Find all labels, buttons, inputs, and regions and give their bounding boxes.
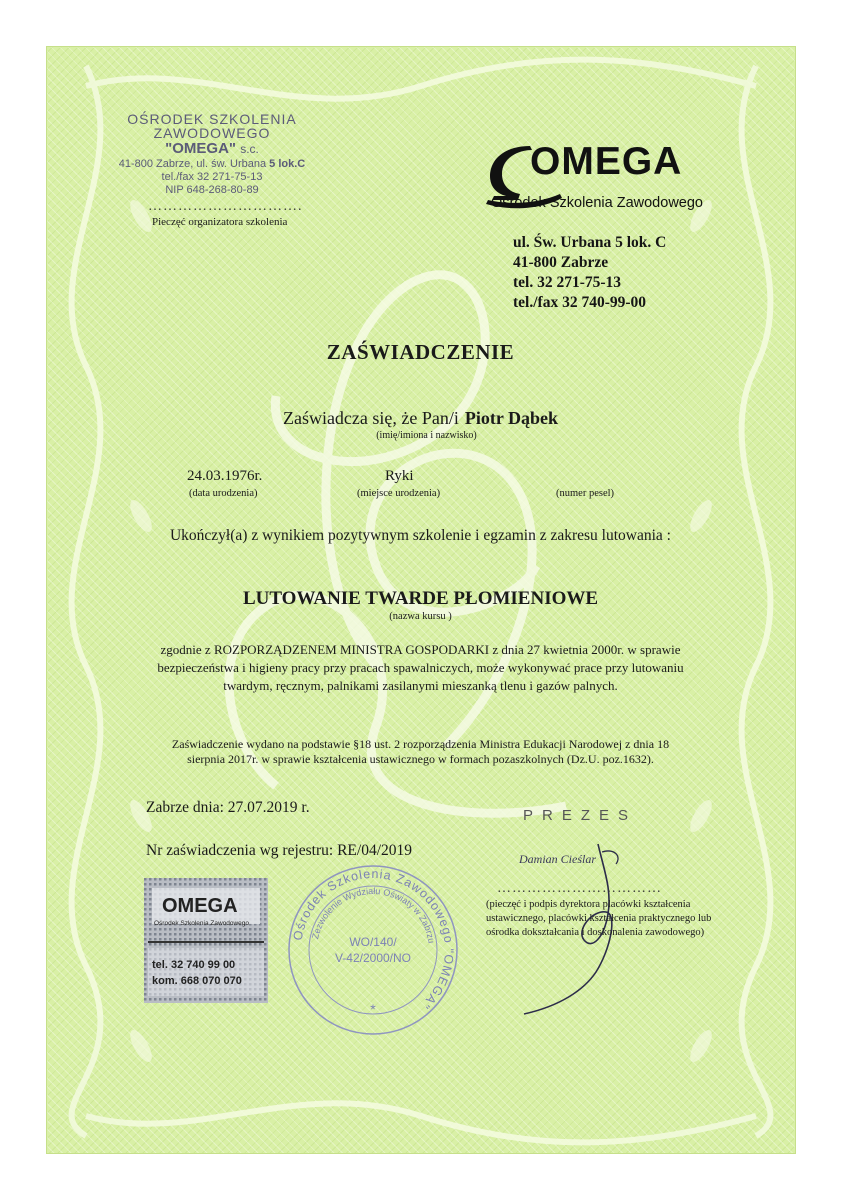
leaf-ornament (686, 797, 716, 835)
organizer-stamp (112, 112, 312, 197)
signature-line: …………………………… (497, 881, 662, 896)
stamp-org-name (112, 140, 312, 158)
course-label: (nazwa kursu ) (389, 611, 452, 622)
hologram-phone: tel. 32 740 99 00 (152, 959, 236, 971)
border-vine-bottom (86, 1103, 756, 1142)
legal-basis-text: Zaświadczenie wydano na podstawie §18 ust. 2 rozporządzenia Ministra Edukacji Narodowej z dnia 18 sierpnia 2017r. w sprawie kształcenia ustawicznego w formach pozaszkolnych (Dz.U. poz.1632). (171, 737, 670, 766)
stamp-number-line-2: V-42/2000/NO (334, 951, 412, 965)
completion-statement: Ukończył(a) z wynikiem pozytywnym szkolenie i egzamin z zakresu lutowania : (169, 527, 671, 544)
stamp-line-1: OŚRODEK SZKOLENIA (127, 111, 297, 127)
birth-place-label: (miejsce urodzenia) (357, 488, 441, 499)
president-title: PREZES (523, 807, 638, 824)
birth-place: Ryki (385, 468, 414, 484)
stamp-nip: NIP 648-268-80-89 (165, 184, 259, 196)
signer-name: Damian Cieślar (519, 852, 597, 866)
stamp-ring-text: Ośrodek Szkolenia Zawodowego "OMEGA" (290, 866, 457, 1013)
address-phone: tel. 32 271-75-13 (513, 274, 622, 291)
stamp-org-quoted: "OMEGA" (165, 140, 237, 157)
hologram-contact-panel (148, 948, 264, 996)
stamp-number-line-1: WO/140/ (349, 935, 397, 949)
name-label: (imię/imiona i nazwisko) (376, 430, 477, 441)
birth-date-label: (data urodzenia) (189, 488, 258, 499)
document-title: ZAŚWIADCZENIE (326, 340, 515, 364)
certifies-text: Zaświadcza się, że Pan/i (282, 408, 459, 428)
stamp-phone: tel./fax 32 271-75-13 (161, 171, 263, 183)
hologram-name: OMEGA (162, 895, 238, 917)
signature-caption: (pieczęć i podpis dyrektora placówki kształcenia ustawicznego, placówki kształcenia praktycznego lub ośrodka dokształcania i doskonalenia zawodowego) (486, 899, 712, 938)
registry-number: Nr zaświadczenia wg rejestru: RE/04/2019 (146, 842, 412, 859)
leaf-ornament (686, 1027, 716, 1065)
stamp-address (112, 158, 312, 171)
address-fax: tel./fax 32 740-99-00 (513, 294, 647, 311)
stamp-caption: Pieczęć organizatora szkolenia (152, 216, 288, 228)
issue-place-date: Zabrze dnia: 27.07.2019 r. (146, 799, 310, 816)
address-city: 41-800 Zabrze (513, 254, 609, 271)
stamp-signature-line: …………………………. (148, 199, 303, 214)
stamp-address-street: 41-800 Zabrze, ul. św. Urbana (118, 158, 267, 170)
person-name: Piotr Dąbek (464, 408, 559, 428)
birth-date: 24.03.1976r. (187, 468, 263, 484)
omega-swoosh (490, 146, 532, 200)
pesel-label: (numer pesel) (556, 488, 615, 499)
hologram-subtitle: Ośrodek Szkolenia Zawodowego (154, 920, 250, 927)
stamp-org-suffix: s.c. (240, 142, 259, 156)
logo-subtitle: Ośrodek Szkolenia Zawodowego (491, 195, 703, 211)
stamp-star: * (370, 1001, 376, 1017)
hologram-sticker (144, 878, 268, 1003)
certification-line (0, 408, 841, 429)
address-block (513, 233, 666, 313)
border-vine-top (86, 60, 756, 99)
logo-name: OMEGA (530, 140, 683, 183)
hologram-mobile: kom. 668 070 070 (152, 975, 242, 987)
stamp-line-2: ZAWODOWEGO (153, 125, 271, 141)
address-street: ul. Św. Urbana 5 lok. C (513, 234, 667, 251)
official-round-stamp (285, 862, 461, 1038)
regulation-text: zgodnie z ROZPORZĄDZENEM MINISTRA GOSPODARKI z dnia 27 kwietnia 2000r. w sprawie bezpieczeństwa i higieny pracy przy pracach spawalniczych, może wykonywać prace przy lutowaniu twardym, ręcznym, palnikami zasilanymi mieszanką tlenu i gazów palnych. (157, 642, 684, 693)
leaf-ornament (126, 1027, 156, 1065)
stamp-inner-ring-text: Zezwolenie Wydziału Oświaty w Zabrzu (310, 885, 437, 944)
course-name: LUTOWANIE TWARDE PŁOMIENIOWE (242, 588, 599, 609)
stamp-address-number: 5 lok.C (269, 158, 306, 170)
